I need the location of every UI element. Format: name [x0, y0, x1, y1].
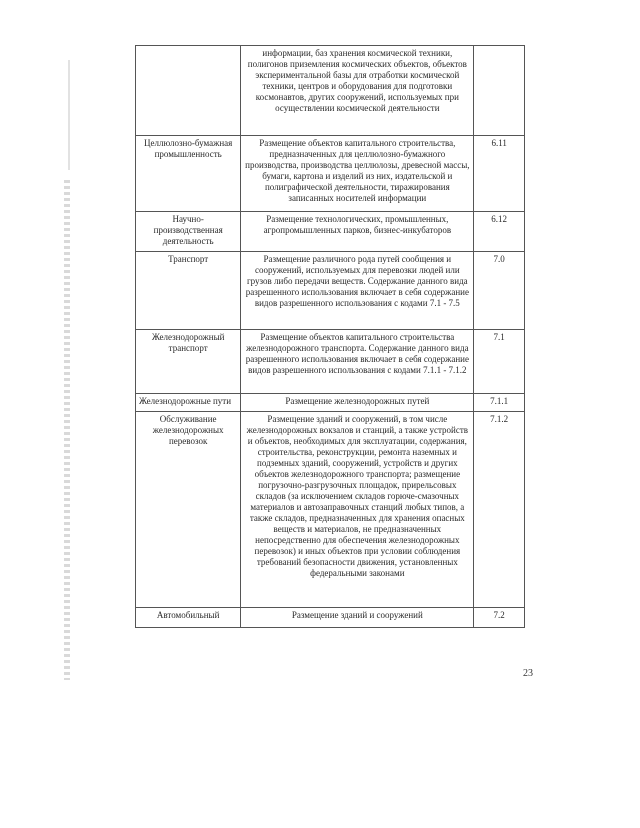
land-use-table [135, 45, 525, 628]
use-description-cell: Размещение железнодорожных путей [241, 394, 474, 412]
table-row [136, 412, 525, 608]
use-code-cell: 7.1 [474, 330, 525, 394]
use-description-cell: Размещение зданий и сооружений [241, 608, 474, 628]
table-row [136, 330, 525, 394]
use-description-cell: информации, баз хранения космической техники, полигонов приземления космических объектов, объектов экспериментальной базы для отработки космической техники, центров и оборудования для подготовки космонавтов, других сооружений, используемых при осуществлении космической деятельности [241, 46, 474, 136]
use-description-cell: Размещение зданий и сооружений, в том числе железнодорожных вокзалов и станций, а также устройств и объектов, необходимых для эксплуатации, содержания, строительства, реконструкции, ремонта наземных и подземных зданий, сооружений, устройств и других объектов железнодорожного транспорта; размещение погрузочно-разгрузочных площадок, прирельсовых складов (за исключением складов горюче-смазочных материалов и автозаправочных станций любых типов, а также складов, предназначенных для хранения опасных веществ и материалов, не предназначенных непосредственно для обеспечения железнодорожных перевозок) и иных объектов при условии соблюдения требований безопасности движения, установленных федеральными законами [241, 412, 474, 608]
use-code-cell: 6.11 [474, 136, 525, 212]
use-name-cell: Автомобильный [136, 608, 241, 628]
use-code-cell: 7.1.1 [474, 394, 525, 412]
use-name-cell: Целлюлозно-бумажная промышленность [136, 136, 241, 212]
scan-artifact [64, 180, 70, 680]
use-description-cell: Размещение объектов капитального строительства железнодорожного транспорта. Содержание данного вида разрешенного использования включает в себя содержание видов разрешенного использования с кодами 7.1.1 - 7.1.2 [241, 330, 474, 394]
use-name-cell: Железнодорожные пути [136, 394, 241, 412]
use-description-cell: Размещение технологических, промышленных, агропромышленных парков, бизнес-инкубаторов [241, 212, 474, 252]
use-name-cell: Транспорт [136, 252, 241, 330]
page-number: 23 [523, 668, 533, 679]
table-row [136, 212, 525, 252]
table-row [136, 46, 525, 136]
use-code-cell: 6.12 [474, 212, 525, 252]
table-row [136, 608, 525, 628]
table-row [136, 394, 525, 412]
use-code-cell: 7.0 [474, 252, 525, 330]
use-name-cell: Научно-производственная деятельность [136, 212, 241, 252]
use-name-cell [136, 46, 241, 136]
use-code-cell: 7.2 [474, 608, 525, 628]
table-row [136, 136, 525, 212]
use-description-cell: Размещение объектов капитального строительства, предназначенных для целлюлозно-бумажного производства, производства целлюлозы, древесной массы, бумаги, картона и изделий из них, издательской и полиграфической деятельности, тиражирования записанных носителей информации [241, 136, 474, 212]
scan-artifact [68, 60, 70, 170]
use-name-cell: Железнодорожный транспорт [136, 330, 241, 394]
use-name-cell: Обслуживание железнодорожных перевозок [136, 412, 241, 608]
table-row [136, 252, 525, 330]
use-code-cell [474, 46, 525, 136]
use-code-cell: 7.1.2 [474, 412, 525, 608]
use-description-cell: Размещение различного рода путей сообщения и сооружений, используемых для перевозки людей или грузов либо передачи веществ. Содержание данного вида разрешенного использования включает в себя содержание видов разрешенного использования с кодами 7.1 - 7.5 [241, 252, 474, 330]
